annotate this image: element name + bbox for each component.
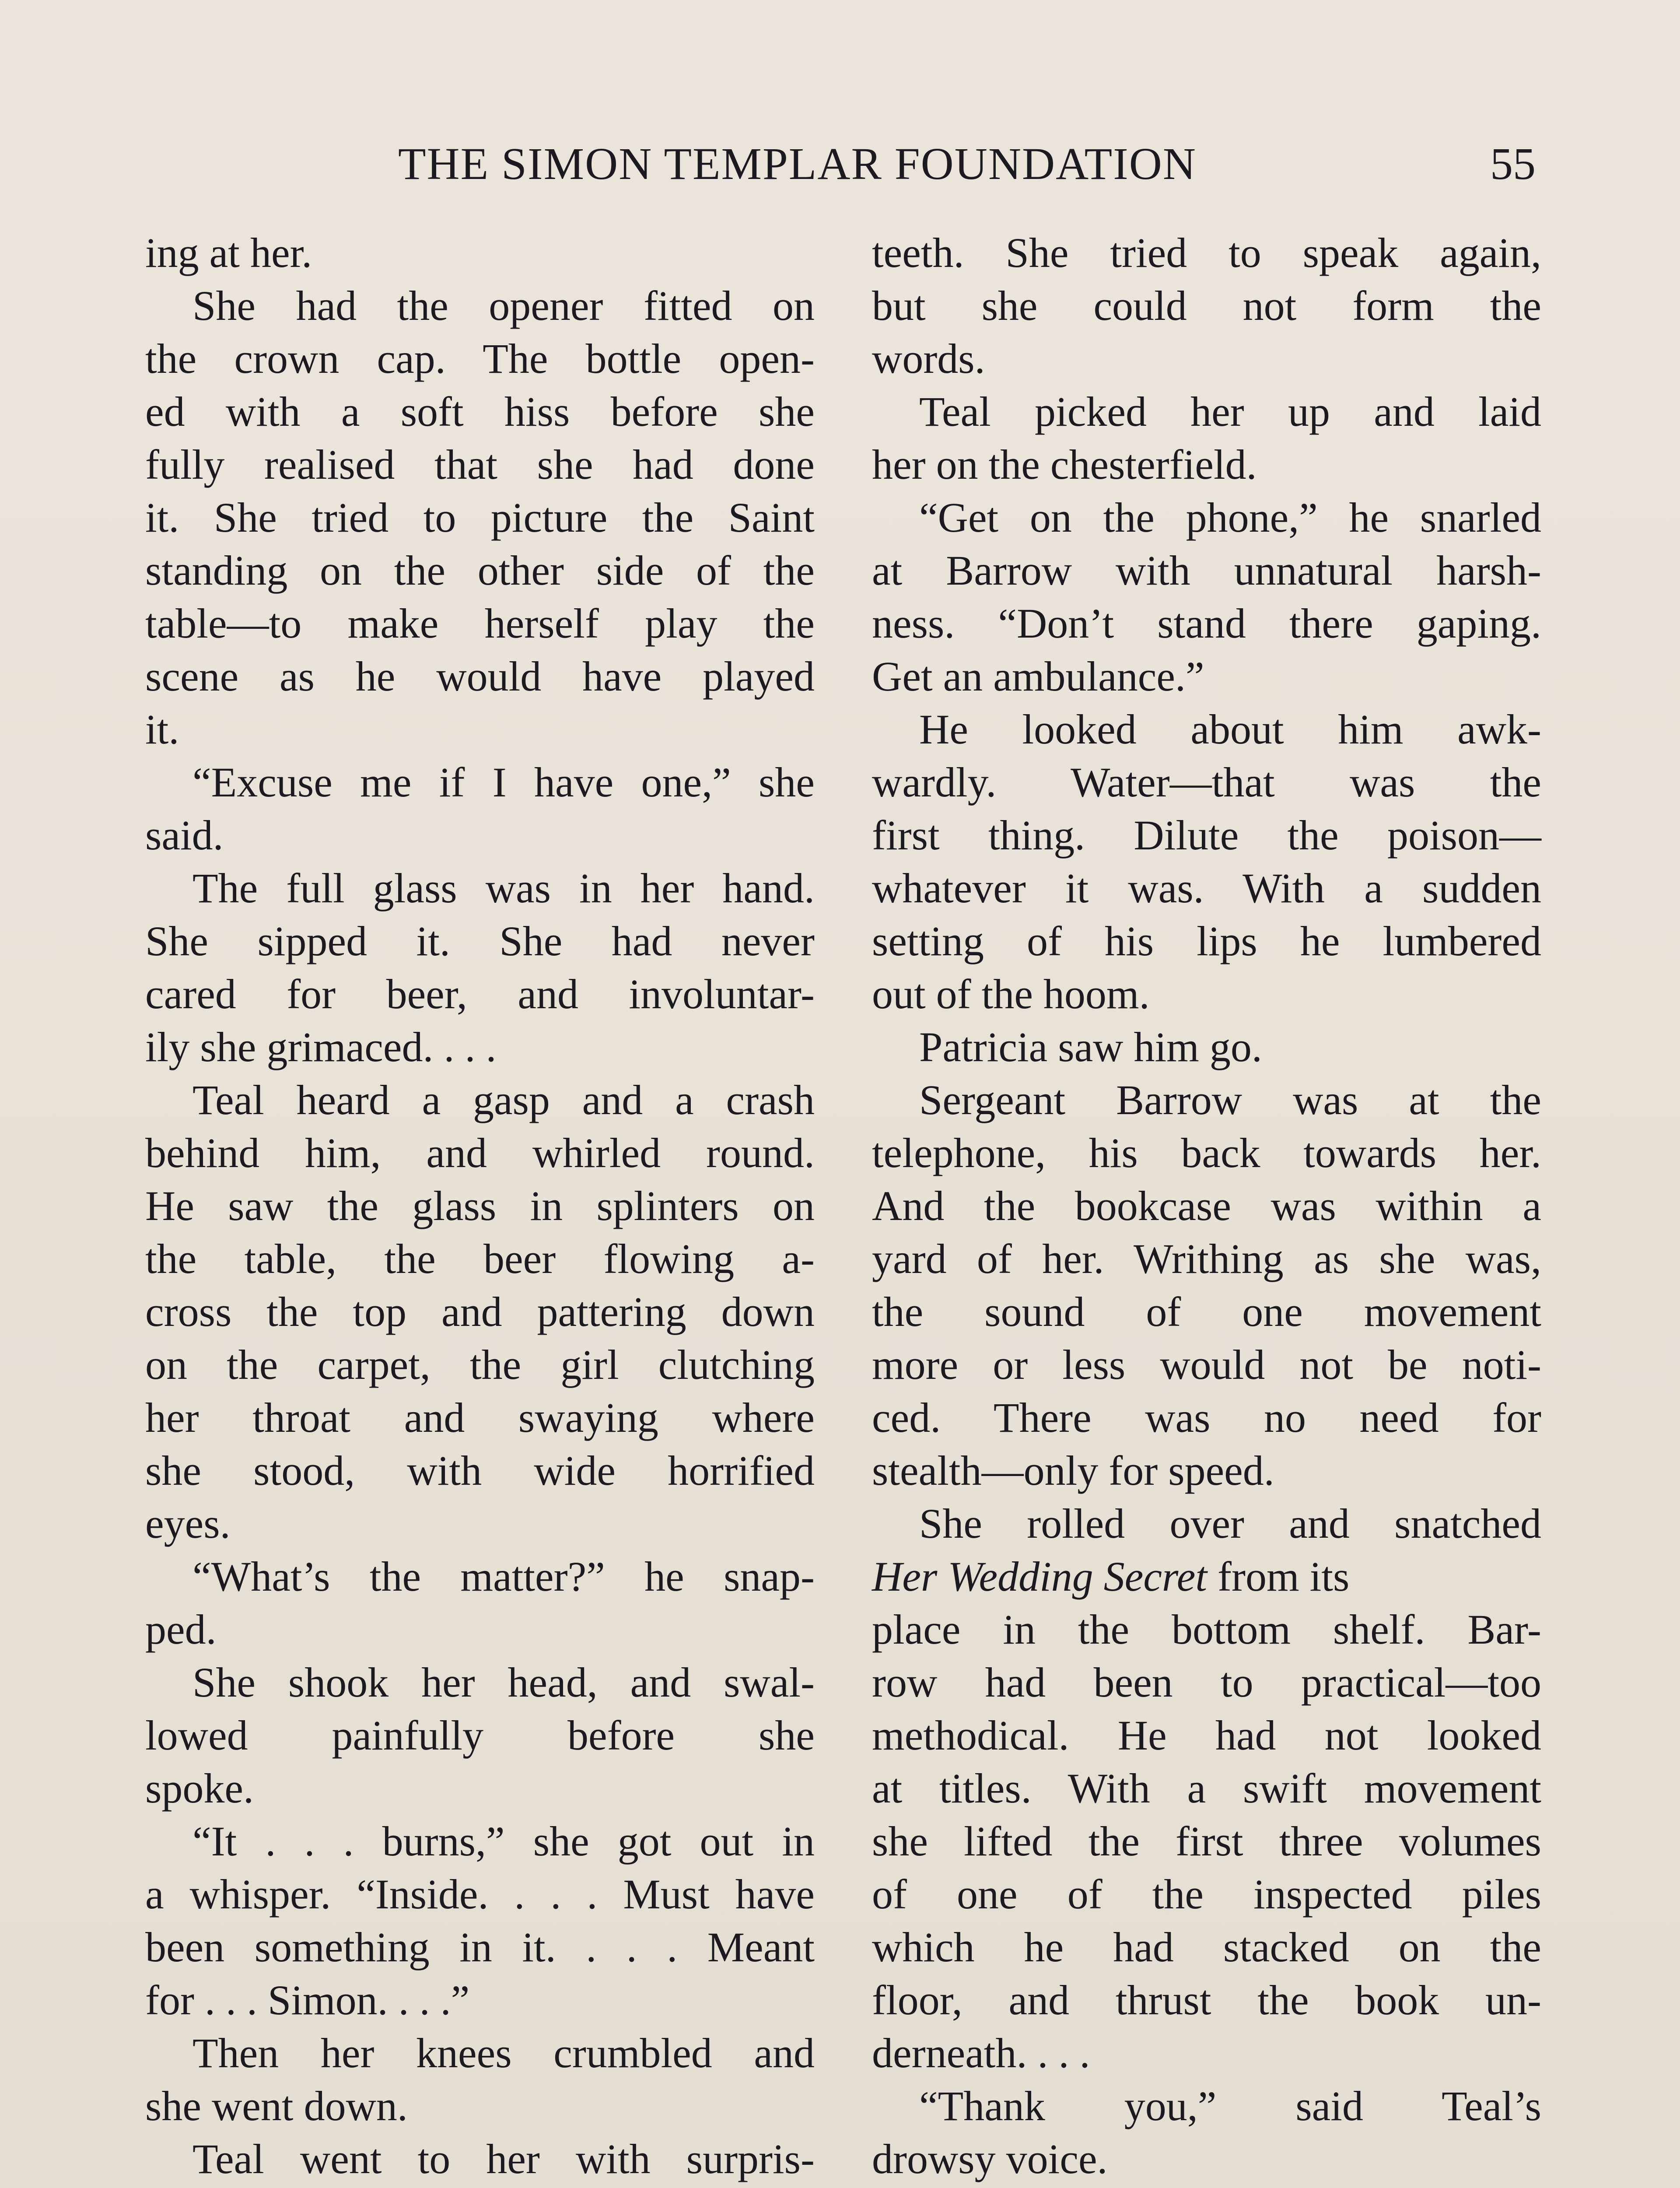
text-line: wardly. Water—that was the: [872, 759, 1541, 806]
text-line: at Barrow with unnatural harsh-: [872, 547, 1541, 594]
text-line: eyes.: [145, 1500, 231, 1547]
text-line: at titles. With a swift movement: [872, 1765, 1541, 1812]
text-line: she lifted the first three volumes: [872, 1818, 1541, 1865]
text-line: She rolled over and snatched: [919, 1500, 1541, 1547]
text-line: “Thank you,” said Teal’s: [919, 2083, 1541, 2129]
text-line: setting of his lips he lumbered: [872, 918, 1541, 964]
text-line: a whisper. “Inside. . . . Must have: [145, 1871, 815, 1918]
text-line: floor, and thrust the book un-: [872, 1977, 1541, 2023]
text-line: [872, 1550, 1541, 1603]
text-line: ily she grimaced. . . .: [145, 1024, 497, 1070]
text-line: it.: [145, 706, 179, 753]
text-line: Teal heard a gasp and a crash: [192, 1076, 815, 1123]
text-fragment: from its: [1207, 1553, 1350, 1600]
text-line: her throat and swaying where: [145, 1394, 815, 1441]
text-line: first thing. Dilute the poison—: [872, 812, 1541, 859]
text-line: [872, 2185, 1541, 2188]
text-line: “Get on the phone,” he snarled: [919, 494, 1541, 541]
text-line: yard of her. Writhing as she was,: [872, 1235, 1541, 1282]
text-line: words.: [872, 335, 985, 382]
text-line: She shook her head, and swal-: [192, 1659, 815, 1706]
text-line: “Excuse me if I have one,” she: [192, 759, 815, 806]
text-line: out of the hoom.: [872, 971, 1150, 1017]
text-line: ced. There was no need for: [872, 1394, 1541, 1441]
text-line: derneath. . . .: [872, 2030, 1090, 2076]
page-number: 55: [1490, 139, 1536, 189]
running-head: [144, 131, 1536, 197]
text-line: Teal went to her with surpris-: [192, 2135, 815, 2182]
text-line: she went down.: [145, 2083, 408, 2129]
text-line: of one of the inspected piles: [872, 1871, 1541, 1918]
text-line: whatever it was. With a sudden: [872, 865, 1541, 912]
text-line: ped.: [145, 1606, 217, 1653]
text-line: row had been to practical—too: [872, 1659, 1541, 1706]
text-line: she stood, with wide horrified: [145, 1447, 815, 1494]
text-line: table—to make herself play the: [145, 600, 815, 647]
text-line: place in the bottom shelf. Bar-: [872, 1606, 1541, 1653]
text-line: She had the opener fitted on: [192, 282, 815, 329]
text-line: Sergeant Barrow was at the: [919, 1076, 1541, 1123]
text-line: ing at her.: [145, 229, 312, 276]
text-line: cared for beer, and involuntar-: [145, 971, 815, 1017]
text-line: “It . . . burns,” she got out in: [192, 1818, 815, 1865]
right-text-column: [872, 226, 1541, 2188]
text-line: Patricia saw him go.: [919, 1024, 1262, 1070]
text-line: telephone, his back towards her.: [872, 1129, 1541, 1176]
text-line: the crown cap. The bottle open-: [145, 335, 815, 382]
text-line: ed with a soft hiss before she: [145, 388, 815, 435]
text-line: the table, the beer flowing a-: [145, 1235, 815, 1282]
text-line: ness. “Don’t stand there gaping.: [872, 600, 1541, 647]
text-line: “What’s the matter?” he snap-: [192, 1553, 815, 1600]
text-line: fully realised that she had done: [145, 441, 815, 488]
text-line: And the bookcase was within a: [872, 1182, 1541, 1229]
text-line: Teal picked her up and laid: [919, 388, 1541, 435]
left-text-column: [145, 226, 815, 2188]
text-line: The full glass was in her hand.: [192, 865, 815, 912]
text-line: She sipped it. She had never: [145, 918, 815, 964]
text-line: teeth. She tried to speak again,: [872, 229, 1541, 276]
text-line: Get an ambulance.”: [872, 653, 1204, 700]
text-line: for . . . Simon. . . .”: [145, 1977, 470, 2023]
text-line: it. She tried to picture the Saint: [145, 494, 815, 541]
text-line: her on the chesterfield.: [872, 441, 1257, 488]
text-line: but she could not form the: [872, 282, 1541, 329]
text-line: said.: [145, 812, 224, 859]
text-line: been something in it. . . . Meant: [145, 1924, 815, 1971]
text-line: stealth—only for speed.: [872, 1447, 1274, 1494]
text-line: He saw the glass in splinters on: [145, 1182, 815, 1229]
text-line: scene as he would have played: [145, 653, 815, 700]
text-line: the sound of one movement: [872, 1288, 1541, 1335]
text-line: [145, 2185, 815, 2188]
text-line: on the carpet, the girl clutching: [145, 1341, 815, 1388]
text-line: cross the top and pattering down: [145, 1288, 815, 1335]
text-line: behind him, and whirled round.: [145, 1129, 815, 1176]
text-line: more or less would not be noti-: [872, 1341, 1541, 1388]
text-line: spoke.: [145, 1765, 254, 1812]
text-line: He looked about him awk-: [919, 706, 1541, 753]
text-line: standing on the other side of the: [145, 547, 815, 594]
text-line: drowsy voice.: [872, 2135, 1108, 2182]
text-line: methodical. He had not looked: [872, 1712, 1541, 1759]
book-title-italic: Her Wedding Secret: [872, 1553, 1208, 1600]
text-line: lowed painfully before she: [145, 1712, 815, 1759]
text-line: Then her knees crumbled and: [192, 2030, 815, 2076]
text-line: which he had stacked on the: [872, 1924, 1541, 1971]
running-title: THE SIMON TEMPLAR FOUNDATION: [398, 139, 1197, 189]
